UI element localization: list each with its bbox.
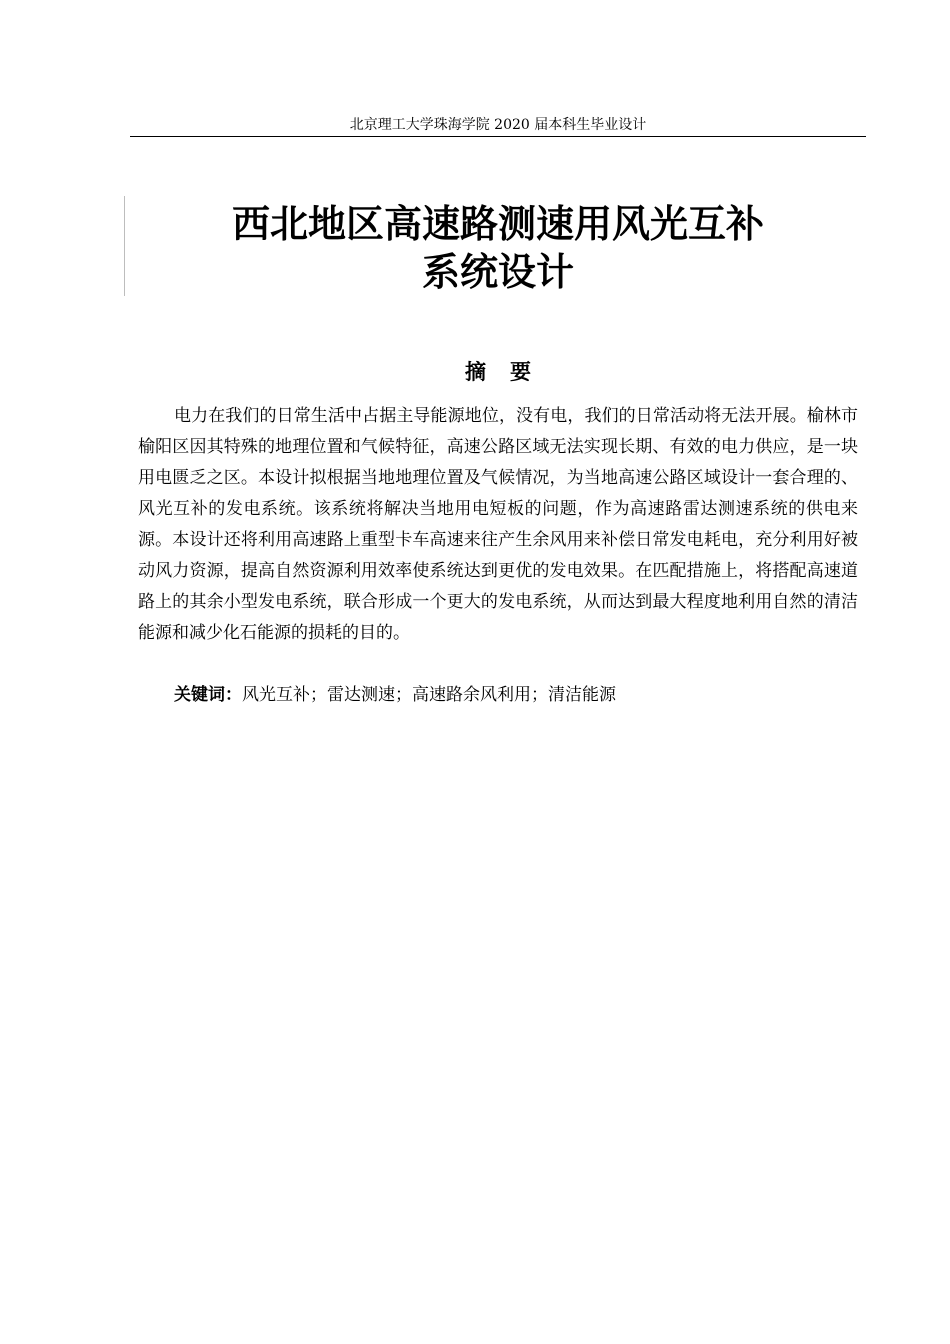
abstract-heading: 摘要 bbox=[465, 360, 555, 384]
keywords-label: 关键词： bbox=[174, 685, 242, 705]
page-header: 北京理工大学珠海学院 2020 届本科生毕业设计 bbox=[349, 117, 647, 133]
keywords-value: 风光互补；雷达测速；高速路余风利用；清洁能源 bbox=[242, 685, 616, 705]
header-rule bbox=[130, 136, 866, 137]
margin-line bbox=[124, 196, 125, 296]
document-title bbox=[130, 200, 866, 296]
abstract-body: 电力在我们的日常生活中占据主导能源地位，没有电，我们的日常活动将无法开展。榆林市榆阳区因其特殊的地理位置和气候特征，高速公路区域无法实现长期、有效的电力供应，是一块用电匮乏之区。本设计拟根据当地地理位置及气候情况，为当地高速公路区域设计一套合理的、风光互补的发电系统。该系统将解决当地用电短板的问题，作为高速路雷达测速系统的供电来源。本设计还将利用高速路上重型卡车高速来往产生余风用来补偿日常发电耗电，充分利用好被动风力资源，提高自然资源利用效率使系统达到更优的发电效果。在匹配措施上，将搭配高速道路上的其余小型发电系统，联合形成一个更大的发电系统，从而达到最大程度地利用自然的清洁能源和减少化石能源的损耗的目的。 bbox=[138, 406, 858, 643]
keywords bbox=[138, 680, 858, 711]
title-line-1: 西北地区高速路测速用风光互补 bbox=[231, 202, 764, 246]
title-line-2: 系统设计 bbox=[421, 250, 574, 294]
